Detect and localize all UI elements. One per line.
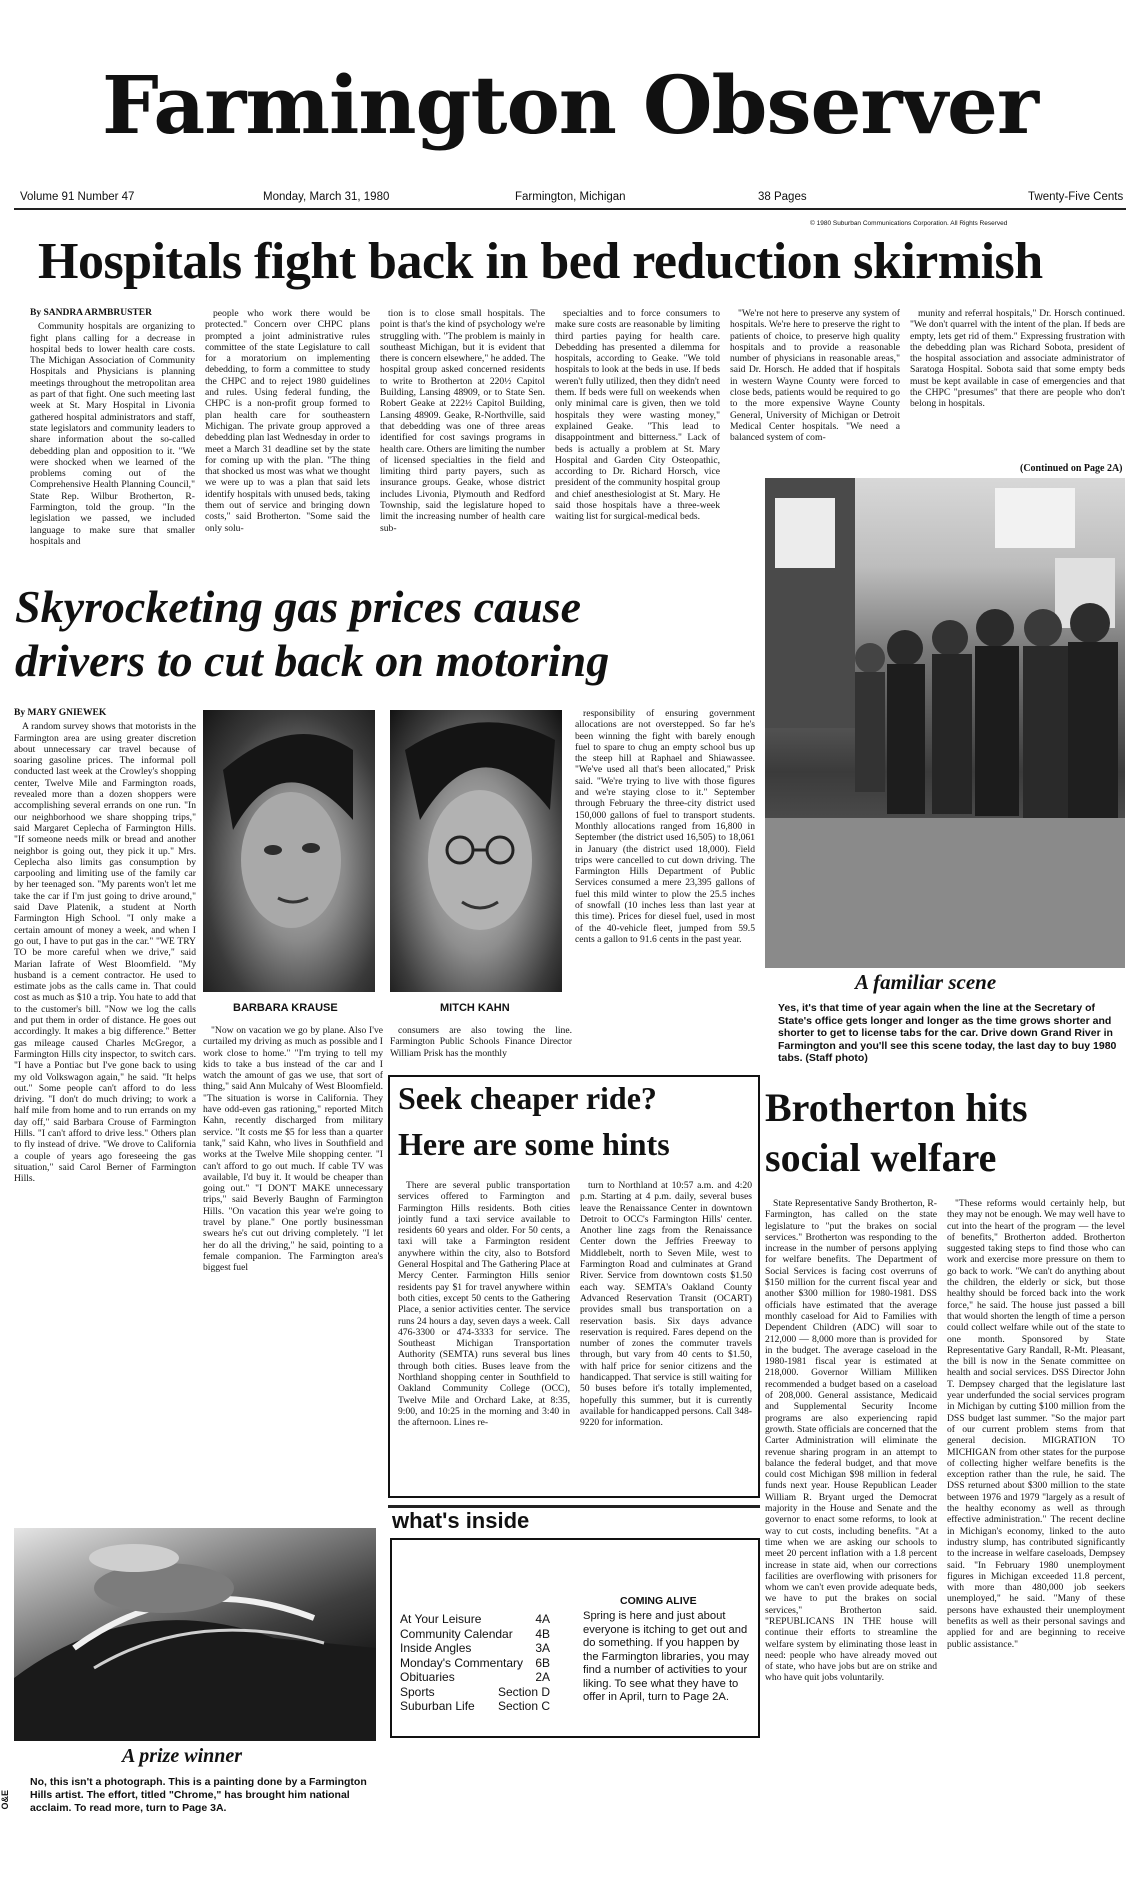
coming-alive-title: COMING ALIVE (620, 1595, 697, 1607)
ride-headline-line-1: Seek cheaper ride? (398, 1080, 657, 1116)
inside-item[interactable] (400, 1656, 550, 1671)
inside-item-page: 4A (535, 1612, 550, 1626)
gas-column-1 (14, 708, 196, 1524)
inside-item-page: 2A (535, 1670, 550, 1684)
inside-item[interactable] (400, 1612, 550, 1627)
line-photo-figures (765, 478, 1125, 968)
line-photo (765, 478, 1125, 968)
scene-caption-text: Yes, it's that time of year again when the line at the Secretary of State's office gets longer and longer as the time grows shorter and shorter to get to license tabs for the car. Drive down Grand River in Farmington and you'll see this scene today, the last day to buy 1980 tabs. (Staff photo) (778, 1002, 1117, 1064)
inside-item[interactable] (400, 1641, 550, 1656)
inside-list (400, 1612, 550, 1714)
inside-title: what's inside (392, 1508, 530, 1533)
inside-item-page: 3A (535, 1641, 550, 1655)
copyright-line: © 1980 Suburban Communications Corporation. All Rights Reserved (810, 220, 1008, 227)
volume-number: Volume 91 Number 47 (20, 191, 135, 203)
inside-item-label: Community Calendar (400, 1626, 513, 1641)
ride-headline-line-2: Here are some hints (398, 1126, 670, 1162)
inside-item-label: Obituaries (400, 1670, 455, 1684)
hospitals-column-4 (555, 308, 720, 570)
inside-item[interactable] (400, 1685, 550, 1700)
gas-text-2: "Now on vacation we go by plane. Also I've curtailed my driving as much as possible and I work close to home." "I'm trying to tell my kids to take a bus instead of the car and I watch the amount of gas we use, that sort of thing," said Ann Mulcahy of West Bloomfield. "The situation is worse in California. They have odd-even gas rationing," reported Mitch Kahn, recently discharged from military service. "It costs me $5 for less than a quarter tank," said Kahn, who lives in Southfield and works at the Twelve Mile shopping center. "I can't afford to go out much. If cable TV was available, I'd buy it. It would be cheaper than going out." "I DON'T MAKE unnecessary trips," said Beverly Baughn of Farmington Hills. "On vacation this year we're going to travel by plane." One portly businessman swears he's cut out driving completely. "I let her do all the driving," he said, pointing to a female companion. The Farmington area's biggest fuel (203, 1025, 383, 1274)
welfare-text-1: State Representative Sandy Brotherton, R-Farmington, has called on the state legislature to "put the brakes on social services." Brotherton was responding to the increase in the number of persons applying for welfare benefits. The Department of Social Services is facing cost overruns of $150 million for the current fiscal year and another $300 million for 1980-1981. DSS officials have estimated that the average monthly caseload for Aid to Families with Dependent Children (ADC) will soar to 212,000 — 8,000 more than is provided for in the budget. The average caseload in the 1980-1981 fiscal year is estimated at 218,000. Governor William Milliken recommended a budget based on a caseload of 208,000. General assistance, Medicaid and Supplemental Security Income programs are also experiencing rapid growth. State officials are concerned that the Carter Administration will eliminate the revenue sharing program in an attempt to balance the federal budget, and that move could cost Michigan $98 million in federal funds next year. House Republican Leader William R. Bryant urged the Democrat majority in the House and Senate and the governor to enact some reforms, to look at way to cut costs, including benefits. "At a time when we are asking our schools to meet 20 percent inflation with a 1.8 percent increase in state aid, when our corrections facilities are overflowing with prisoners for whom we can't even provide adequate beds, we have to put the brakes on social services," Brotherton said. "REPUBLICANS IN THE house will continue their efforts to streamline the welfare system by eliminating those least in need: people who have already moved out of state, who have jobs but are on strike and who have quit jobs voluntarily. (765, 1198, 937, 1684)
ride-text-2: turn to Northland at 10:57 a.m. and 4:20 p.m. Starting at 4 p.m. daily, several buses leave the Renaissance Center in downtown Detroit to OCC's Farmington Hills' center. Another line zags from the Renaissance Center down the Jeffries Freeway to Middlebelt, north to Seven Mile, west to Farmington Road and culminates at Grand River. Service from downtown costs $1.50 each way. SEMTA's Oakland County Advanced Reservation Transit (OCART) provides small bus transportation on a reservation basis. Six days advance reservation is required. Fares depend on the number of zones the commuter travels through, but vary from 40 cents to $1.50, with half price for senior citizens and the handicapped. That service is still waiting for 50 buses before it's totally implemented, hopefully this summer, but it is currently available for handicapped persons. Call 348-9220 for information. (580, 1180, 752, 1429)
ride-column-2 (580, 1180, 752, 1492)
ride-text-1: There are several public transportation services offered to Farmington and Farmington Hills residents. Both cities jointly fund a taxi service available to residents 60 years and older. For 50 cents, a taxi will take a Farmington resident anywhere within the city, also to Botsford General Hospital and The Gathering Place at Mercy Center. Farmington Hills senior residents pay $1 for travel anywhere within both cities, except 50 cents to the Gathering Place, a senior activities center. The service runs 24 hours a day, seven days a week. Call 476-3300 or 474-3333 for service. The Southeast Michigan Transportation Authority (SEMTA) runs several bus lines through both cities. Buses leave from the Northland shopping center in Southfield to Oakland Community College (OCC), Twelve Mile and Orchard Lake, at 8:35, 9:00, and 10:25 in the morning and 3:40 in the afternoon. Lines re- (398, 1180, 570, 1429)
inside-item-page: 4B (535, 1626, 550, 1641)
gas-headline-line-2: drivers to cut back on motoring (15, 635, 610, 686)
inside-item-label: Suburban Life (400, 1699, 475, 1713)
hospitals-text-5: "We're not here to preserve any system of hospitals. We're here to preserve the right to patients of choice, to preserve high quality hospitals and to provide a reasonable number of physicians in reasonable areas," said Dr. Horsch. He added that if hospitals in western Wayne County were forced to close beds, patients would be required to go to the more expensive Wayne County General, University of Michigan or Detroit Medical Center hospitals. "We need a balanced system of com- (730, 308, 900, 444)
gas-column-2 (203, 1025, 383, 1459)
mitch-kahn-caption: MITCH KAHN (440, 1002, 510, 1014)
coming-alive-text: Spring is here and just about everyone is itching to get out and do something. If you happen by the Farmington libraries, you may find a number of activities to your liking. To see what they have to offer in April, turn to Page 2A. (583, 1610, 750, 1703)
inside-item-page: 6B (535, 1655, 550, 1670)
hospitals-column-1 (30, 308, 195, 570)
portrait-1 (203, 710, 375, 992)
gas-column-3 (390, 1025, 572, 1073)
gas-text-1: A random survey shows that motorists in the Farmington area are using greater discretion about unnecessary car travel because of soaring gasoline prices. The informal poll conducted last week at the Crowley's shopping center, Twelve Mile and Farmington roads, revealed more than a dozen shoppers were accomplishing several errands on one run. "In our neighborhood we share shopping trips," said Margaret Ceplecha of Farmington Hills. "If someone needs milk or bread and another neighbor is going out, they pick it up." Mrs. Ceplecha also limits gas consumption by carpooling and limiting use of the family car by her teenaged son. "My parents won't let me take the car if I'm just going to drive around," said Dave Platenik, a student at North Farmington High School. "I only make a certain amount of money a week, and when I go out, I have to put gas in the car." "WE TRY TO be more careful when we drive," said Marian Iafrate of West Bloomfield. "My husband is a cement contractor. He used to estimate jobs as the calls came in. That could cost as much as $10 a trip. You hate to add that to the customer's bill. "Now we log the calls and put them in order of distance. He goes out accordingly. It makes a big difference." Better gas mileage caused Charles McGregor, a Farmington Hills city inspector, to switch cars. "I have a Pontiac but I've gone back to using my old Volkswagon again," he said. "It helps out." Some people can't afford to do less driving. "I don't do much driving; to work a half mile from home and to run errands on my day off," said Barbara Crouse of Farmington Hills. "I can't afford to drive less." Others plan to fly instead of drive. "We drove to California a couple of years ago foreseeing the gas situation," said Carol Berner of Farmington Hills. (14, 721, 196, 1185)
hospitals-column-2 (205, 308, 370, 570)
hospitals-text-4: specialties and to force consumers to make sure costs are reasonable by limiting third parties paying for health care. Debedding has presented a dilemma for hospitals, according to Geake. "We told hospitals to look at the beds in use. If beds weren't fully utilized, then they didn't need them. If beds were full on weekends when only minimal care is given, then we told hospitals they were wasting money," explained Geake. "This lead to disappointment and bitterness." Lack of beds is actually a problem at St. Mary Hospital and Garden City Osteopathic, according to Dr. Richard Horsch, vice president of the community hospital group and chief anesthesiologist at St. Mary. He said those hospitals have a three-week waiting list for surgical-medical beds. (555, 308, 720, 523)
gas-text-3: consumers are also towing the line. Farmington Public Schools Finance Director William Prisk has the monthly (390, 1025, 572, 1059)
inside-item-page: Section D (497, 1684, 550, 1699)
gas-byline: By MARY GNIEWEK (14, 708, 107, 718)
portrait-2 (390, 710, 562, 992)
inside-item-label: Inside Angles (400, 1641, 472, 1655)
page-count: 38 Pages (758, 191, 807, 203)
hospitals-text-6: munity and referral hospitals," Dr. Horsch continued. "We don't quarrel with the intent of the plan. If beds are empty, lets get rid of them." Expressing frustration with the debedding plan was Richard Sobota, president of the hospital association and associate administrator of Saratoga Hospital. Sobota said that some empty beds must be kept available in case of emergencies and that the CHPC "presumes" that there are people who don't belong in hospitals. (910, 308, 1125, 410)
barbara-krause-caption: BARBARA KRAUSE (233, 1002, 338, 1014)
welfare-headline-line-1: Brotherton hits (765, 1085, 1028, 1130)
inside-item[interactable] (400, 1627, 550, 1642)
side-code: O&E (0, 1790, 10, 1810)
welfare-column-2 (947, 1198, 1125, 1838)
mitch-kahn-photo (390, 710, 562, 992)
hospitals-column-3 (380, 308, 545, 570)
ride-column-1 (398, 1180, 570, 1492)
issue-date: Monday, March 31, 1980 (263, 191, 390, 203)
prize-caption-text: No, this isn't a photograph. This is a painting done by a Farmington Hills artist. The effort, titled "Chrome," has brought him national acclaim. To read more, turn to Page 3A. (30, 1776, 367, 1814)
inside-item[interactable] (400, 1699, 550, 1714)
issue-place: Farmington, Michigan (515, 191, 626, 203)
hospitals-column-6 (910, 308, 1125, 473)
welfare-text-2: "These reforms would certainly help, but they may not be enough. We may well have to cut into the heart of the program — the level of benefits," Brotherton added. Brotherton suggested taking steps to find those who can work and exercise more pressure on them to go back to work. "We can't do anything about the children, the elderly or sick, but those healthy should be forced back into the work force," he said. The house just passed a bill that would shorten the length of time a person could collect welfare while out of the state to one month. Sponsored by State Representative Gary Randall, R-Mt. Pleasant, the bill is now in the Senate committee on health and social services. DSS Director John T. Dempsey charged that the legislature last year underfunded the social services program in Michigan by cutting $100 million from the DSS budget last summer. "So the major part of our current problem stems from that general decision. MIGRATION TO MICHIGAN from other states for the purpose of collecting higher welfare benefits is the exception rather than the rule, he said. The DSS returned about $300 million to the state between 1976 and 1979 "largely as a result of the healthy economy as well as through effective administration." The recent decline in Michigan's economy, linked to the auto industry slump, has contributed significantly to the increase in welfare caseloads, Dempsey said. "In February 1980 unemployment figures in Michigan exceeded 11.8 percent, with more than 480,000 job seekers unemployed," he said. "Many of these persons have exhausted their unemployment benefits as well as their personal savings and applied for and are beginning to receive public assistance." (947, 1198, 1125, 1650)
painting-shapes (14, 1528, 376, 1741)
gas-headline-line-1: Skyrocketing gas prices cause (15, 581, 582, 632)
masthead-rule (14, 208, 1126, 210)
gas-text-4: responsibility of ensuring government allocations are not overstepped. So far he's been winning the fight with barely enough fuel to spare to chug an empty school bus up the steep hill at Raphael and Shiawassee. "We've used all that's been allocated," Prisk said. "We're trying to live with those figures and we're staying close to it." September through February the three-city district used 150,000 gallons of fuel to transport students. Monthly allocations ranged from 16,800 in September (the district used 16,505) to 18,061 in January (the district used 18,000). Field trips were cancelled to cut down driving. The Farmington Hills Department of Public Services consumed a mere 23,395 gallons of fuel this mild winter to plow the 25.5 inches of snowfall (10 inches less than last year at this time). Prices for diesel fuel, used in most of the 40-vehicle fleet, jumped from 59.5 cents a gallon to 91.6 cents in the past year. (575, 708, 755, 945)
chrome-painting (14, 1528, 376, 1741)
welfare-headline-line-2: social welfare (765, 1135, 997, 1180)
barbara-krause-photo (203, 710, 375, 992)
gas-column-4 (575, 708, 755, 1008)
hospitals-headline: Hospitals fight back in bed reduction skirmish (38, 233, 1043, 290)
hospitals-text-2: people who work there would be protected." Concern over CHPC plans prompted a joint administrative rules committee of the state Legislature to call for a moratorium on implementing debedding, to form a committee to study the CHPC and to reject 1980 guidelines and rules. Using federal funding, the CHPC is a non-profit group formed to plan health care for southeastern Michigan. The private group approved a debedding plan last Wednesday in order to meet a March 31 deadline set by the state for coming up with the plan. "The thing that shocked us most was what we thought we were up to was a plan that said lets identify hospitals with unused beds, taking them out of service and bringing down costs," said Brotherton. "Some said the only solu- (205, 308, 370, 534)
masthead-title: Farmington Observer (101, 58, 1039, 152)
hospitals-continued: (Continued on Page 2A) (1020, 463, 1123, 474)
scene-caption-title: A familiar scene (855, 970, 997, 994)
inside-item-page: Section C (497, 1699, 550, 1713)
hospitals-byline: By SANDRA ARMBRUSTER (30, 308, 152, 318)
hospitals-text-1: Community hospitals are organizing to fight plans calling for a decrease in hospital beds to lower health care costs. The Michigan Association of Community Hospitals and Physicians is planning meetings throughout the metropolitan area as part of that fight. One such meeting last week at St. Mary Hospital in Livonia gathered hospital administrators and staff, state legislators and community leaders to share information about the so-called debedding plan and opposition to it. "We were shocked when we learned of the problems coming out of the Comprehensive Health Planning Council," State Rep. Wilbur Brotherton, R-Farmington, told the group. "In the legislation we passed, we included language to make sure that smaller hospitals and (30, 321, 195, 547)
issue-price: Twenty-Five Cents (1028, 191, 1124, 203)
inside-item-label: At Your Leisure (400, 1612, 482, 1626)
prize-caption-title: A prize winner (122, 1745, 243, 1767)
inside-item[interactable] (400, 1670, 550, 1685)
hospitals-text-3: tion is to close small hospitals. The point is that's the kind of psychology we're struggling with. "The problem is mainly in southeast Michigan, but it is evident that there is concern elsewhere," he added. The hospital group asked concerned residents to write to Brotherton at 220½ Capitol Building, Lansing 48909, or to State Sen. Robert Geake at 222½ Capitol Building, Lansing 48909. Geake, R-Northville, said that debedding was one of three areas identified for cost savings programs in health care. Others are limiting the number of licensed specialties in the field and limiting third party payers, such as insurance groups. Geake, whose district includes Livonia, Plymouth and Redford Township, said the legislature hoped to limit the increasing number of health care sub- (380, 308, 545, 534)
inside-item-label: Sports (400, 1684, 435, 1699)
welfare-column-1 (765, 1198, 937, 1820)
inside-item-label: Monday's Commentary (400, 1655, 523, 1670)
